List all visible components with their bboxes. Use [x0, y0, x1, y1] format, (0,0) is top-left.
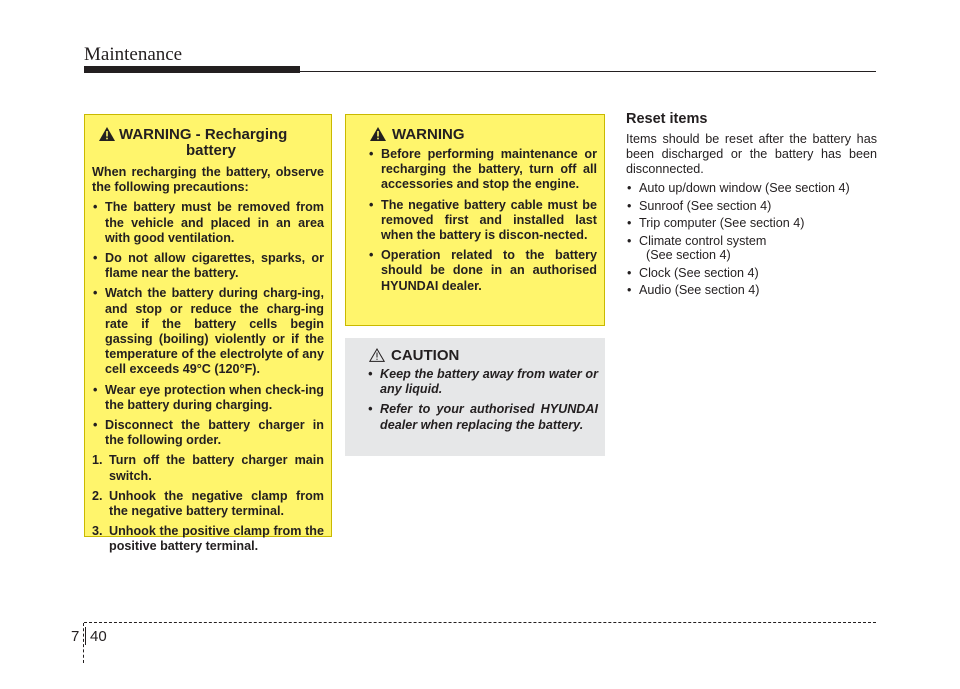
warning-general-content: [346, 143, 604, 294]
footer-vertical-rule: [83, 623, 84, 663]
bullet-glyph: •: [627, 181, 632, 195]
list-item: • Wear eye protection when check-ing the battery during charging.: [93, 382, 324, 412]
list-item: • Watch the battery during charg-ing, and stop or reduce the charg-ing rate if the battery cells begin gassing (boiling) violently or if the temperature of the electrolyte of any cell exceeds 49°C (120°F).: [93, 286, 324, 377]
bullet-glyph: •: [369, 197, 374, 212]
bullet-glyph: •: [627, 283, 632, 297]
list-item: • Climate control system (See section 4): [626, 234, 877, 263]
list-item: • Trip computer (See section 4): [627, 216, 805, 230]
bullet-glyph: •: [93, 418, 98, 433]
list-item: • The negative battery cable must be removed first and installed last when the battery is discon-nected.: [369, 197, 597, 243]
list-item: • Audio (See section 4): [627, 283, 760, 297]
caution-content: [345, 364, 605, 433]
step-item: 1. Turn off the battery charger main switch.: [92, 453, 324, 483]
bullet-glyph: •: [369, 248, 374, 263]
header-rule: [300, 71, 876, 72]
list-item: • Operation related to the battery should be done in an authorised HYUNDAI dealer.: [369, 248, 597, 293]
bullet-glyph: •: [93, 286, 98, 301]
list-item: • Disconnect the battery charger in the following order.: [93, 418, 324, 448]
reset-items-list: [626, 181, 877, 301]
list-item: • Clock (See section 4): [627, 265, 759, 280]
bullet-glyph: •: [627, 265, 632, 280]
list-item: • Sunroof (See section 4): [627, 198, 772, 213]
footer-page-separator: [85, 627, 86, 645]
warning-recharging-title-line2: battery: [185, 142, 237, 159]
list-item: • Auto up/down window (See section 4): [627, 181, 850, 195]
bullet-glyph: •: [627, 233, 632, 248]
footer-rule: [84, 622, 876, 623]
list-item: • Keep the battery away from water or any liquid.: [368, 367, 598, 397]
header-thick-bar: [84, 66, 300, 73]
list-item: • Do not allow cigarettes, sparks, or flame near the battery.: [93, 251, 324, 281]
bullet-glyph: •: [627, 198, 632, 213]
warning-recharging-intro: When recharging the battery, observe the following precautions:: [92, 165, 324, 195]
warning-recharging-content: [85, 159, 331, 555]
warning-general-title: WARNING: [392, 126, 465, 143]
bullet-glyph: •: [93, 382, 98, 397]
reset-items-intro: Items should be reset after the battery has been discharged or the battery has been disconnected.: [626, 132, 877, 176]
bullet-glyph: •: [369, 147, 374, 161]
warning-recharging-title: [85, 115, 331, 159]
list-item: • Refer to your authorised HYUNDAI dealer when replacing the battery.: [368, 402, 598, 432]
footer-chapter-number: 7: [71, 628, 80, 645]
footer-page-number: 40: [90, 628, 107, 645]
warning-general-box: [345, 114, 605, 326]
caution-box: [345, 338, 605, 456]
warning-recharging-title-line1: WARNING - Recharging: [119, 126, 288, 143]
bullet-glyph: •: [368, 367, 373, 381]
bullet-glyph: •: [627, 216, 632, 230]
reset-items-heading: Reset items: [626, 111, 708, 127]
bullet-glyph: •: [93, 200, 98, 215]
caution-title: CAUTION: [391, 347, 460, 364]
step-item: 2. Unhook the negative clamp from the negative battery terminal.: [92, 488, 324, 519]
climate-subnote: (See section 4): [646, 248, 731, 262]
bullet-glyph: •: [93, 251, 98, 266]
bullet-glyph: •: [368, 402, 373, 417]
list-item: • The battery must be removed from the vehicle and placed in an area with good ventilation.: [93, 200, 324, 245]
warning-recharging-box: [84, 114, 332, 554]
page-header-title: Maintenance: [84, 44, 183, 65]
step-item: 3. Unhook the positive clamp from the positive battery terminal.: [92, 524, 324, 554]
list-item: • Before performing maintenance or recharging the battery, turn off all accessories and stop the engine.: [369, 147, 597, 192]
